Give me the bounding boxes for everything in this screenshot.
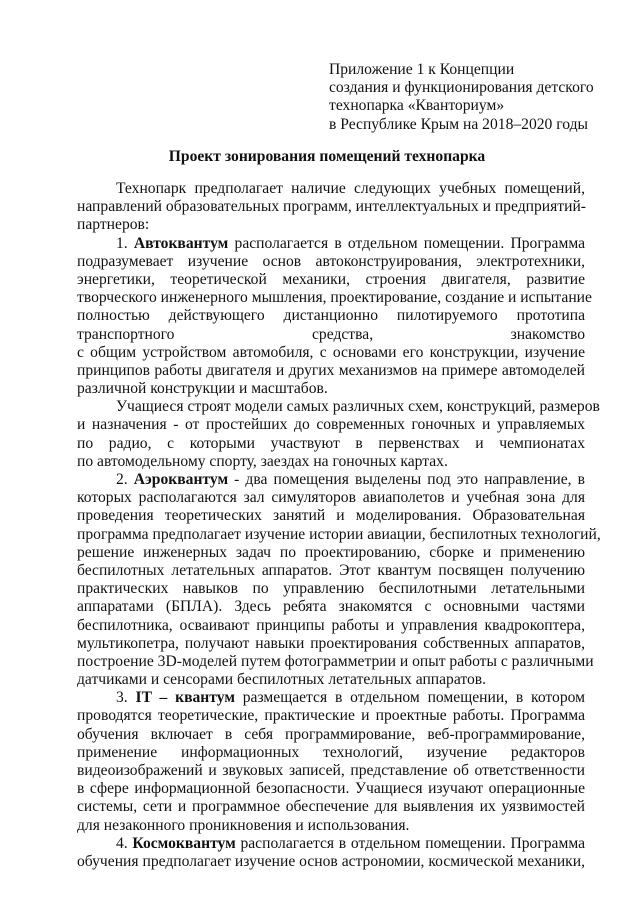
line-text: Технопарк предполагает наличие следующих учебных помещений, xyxy=(116,180,585,197)
line-text: направлений образовательных программ, интеллектуальных и предприятий- xyxy=(77,198,586,216)
text-line xyxy=(77,435,585,453)
line-text: партнеров: xyxy=(77,216,150,234)
line-text: различной конструкции и масштабов. xyxy=(77,380,328,398)
text-line xyxy=(77,289,592,307)
line-text: мультикопетра, получают навыки проектирования собственных аппаратов, xyxy=(77,634,585,652)
text-line xyxy=(77,817,585,835)
line-text: Учащиеся строят модели самых различных схем, конструкций, размеров xyxy=(116,398,600,416)
appendix-line: в Республике Крым на 2018–2020 годы xyxy=(329,115,589,133)
line-text: располагается в отдельном помещении. Программа xyxy=(235,834,585,852)
text-line xyxy=(77,598,585,616)
line-text: датчиками и сенсорами беспилотных летательных аппаратов. xyxy=(77,671,487,689)
text-line xyxy=(77,453,585,471)
text-line xyxy=(77,198,585,216)
line-text: аппаратами (БПЛА). Здесь ребята знакомятся с основными частями xyxy=(77,598,585,616)
line-text: программа предполагает изучение истории авиации, беспилотных технологий, xyxy=(77,525,601,543)
text-line xyxy=(77,798,585,816)
line-text: принципов работы двигателя и других механизмов на примере автомоделей xyxy=(77,361,585,379)
line-text: с общим устройством автомобиля, с основами его конструкции, изучение xyxy=(77,343,585,361)
line-text: обучения предполагает изучение основ астрономии, космической механики, xyxy=(77,852,585,870)
line-text: системы, сети и программное обеспечение для выявления их уязвимостей xyxy=(77,798,585,816)
text-line xyxy=(77,271,585,289)
text-line xyxy=(77,344,585,362)
appendix-line: Приложение 1 к Концепции xyxy=(329,61,515,78)
paragraph xyxy=(77,689,585,835)
paragraph xyxy=(77,180,585,235)
section-term: Аэроквантум xyxy=(133,471,229,488)
text-line xyxy=(77,544,585,562)
text-line xyxy=(77,853,585,871)
text-line xyxy=(77,635,585,653)
paragraph xyxy=(77,471,601,689)
document-body xyxy=(77,180,601,871)
line-text: располагается в отдельном помещении. Программа xyxy=(228,234,585,252)
appendix-header xyxy=(329,61,629,134)
section-term: IT – квантум xyxy=(135,689,235,707)
text-line xyxy=(77,235,585,253)
line-text: проведения теоретических занятий и моделирования. Образовательная xyxy=(77,507,585,525)
text-line xyxy=(77,362,585,380)
line-text: по автомодельному спорту, заездах на гоночных картах. xyxy=(77,452,448,470)
line-text: обучения включает в себя программирование, веб-программирование, xyxy=(77,725,585,743)
item-number: 3. xyxy=(116,689,136,707)
text-line xyxy=(77,744,585,762)
text-line xyxy=(77,762,585,780)
text-line xyxy=(77,562,585,580)
paragraph xyxy=(77,234,592,399)
line-text: которых располагаются зал симуляторов авиаполетов и учебная зона для xyxy=(77,489,585,507)
line-text: в сфере информационной безопасности. Учащиеся изучают операционные xyxy=(77,780,585,798)
text-line xyxy=(77,617,585,635)
text-line xyxy=(77,216,585,234)
paragraph xyxy=(77,835,585,871)
text-line xyxy=(77,416,585,434)
line-text: беспилотных летательных аппаратов. Этот квантум посвящен получению xyxy=(77,561,585,579)
text-line xyxy=(77,471,585,489)
paragraph xyxy=(77,398,600,471)
line-text: и назначения - от простейших до современных гоночных и управляемых xyxy=(77,416,585,434)
section-term: Автоквантум xyxy=(133,234,229,252)
text-line xyxy=(77,489,585,507)
text-line xyxy=(77,525,601,544)
line-text: - два помещения выделены под это направление, в xyxy=(228,471,586,488)
text-line xyxy=(77,507,585,525)
document-title: Проект зонирования помещений технопарка xyxy=(168,148,486,165)
text-line xyxy=(77,671,585,689)
text-line xyxy=(77,835,585,853)
text-line xyxy=(77,780,585,798)
text-line xyxy=(77,689,585,707)
appendix-line: создания и функционирования детского xyxy=(329,79,594,97)
line-text: по радио, с которыми участвуют в первенствах и чемпионатах xyxy=(77,434,585,452)
section-term: Космоквантум xyxy=(132,834,236,852)
line-text: для незаконного проникновения и использования. xyxy=(77,816,410,834)
text-line xyxy=(77,398,600,416)
text-line xyxy=(77,326,585,344)
text-line xyxy=(77,307,585,325)
line-text: творческого инженерного мышления, проектирование, создание и испытание xyxy=(77,289,592,307)
line-text: размещается в отдельном помещении, в котором xyxy=(234,689,585,707)
line-text: транспортного средства, знакомство xyxy=(77,325,585,343)
text-line xyxy=(77,707,585,725)
item-number: 4. xyxy=(116,834,133,852)
line-text: энергетики, теоретической механики, строения двигателя, развитие xyxy=(77,270,585,288)
item-number: 1. xyxy=(116,234,134,252)
item-number: 2. xyxy=(116,471,134,488)
line-text: полностью действующего дистанционно пилотируемого прототипа xyxy=(77,307,585,325)
text-line xyxy=(77,580,585,598)
line-text: проводятся теоретические, практические и проектные работы. Программа xyxy=(77,707,585,725)
appendix-line: технопарка «Кванториум» xyxy=(329,97,505,115)
text-line xyxy=(77,180,585,198)
text-line xyxy=(77,253,585,271)
line-text: построение 3D-моделей путем фотограмметрии и опыт работы с различными xyxy=(77,652,594,670)
line-text: практических навыков по управлению беспилотными летательными xyxy=(77,580,585,598)
line-text: решение инженерных задач по проектированию, сборке и применению xyxy=(77,543,585,561)
line-text: применение информационных технологий, изучение редакторов xyxy=(77,743,585,761)
line-text: видеоизображений и звуковых записей, представление об ответственности xyxy=(77,762,585,779)
text-line xyxy=(77,726,585,744)
text-line xyxy=(77,380,585,398)
line-text: подразумевает изучение основ автоконструирования, электротехники, xyxy=(77,252,585,270)
text-line xyxy=(77,652,594,671)
line-text: беспилотника, осваивают принципы работы и управления квадрокоптера, xyxy=(77,616,585,634)
